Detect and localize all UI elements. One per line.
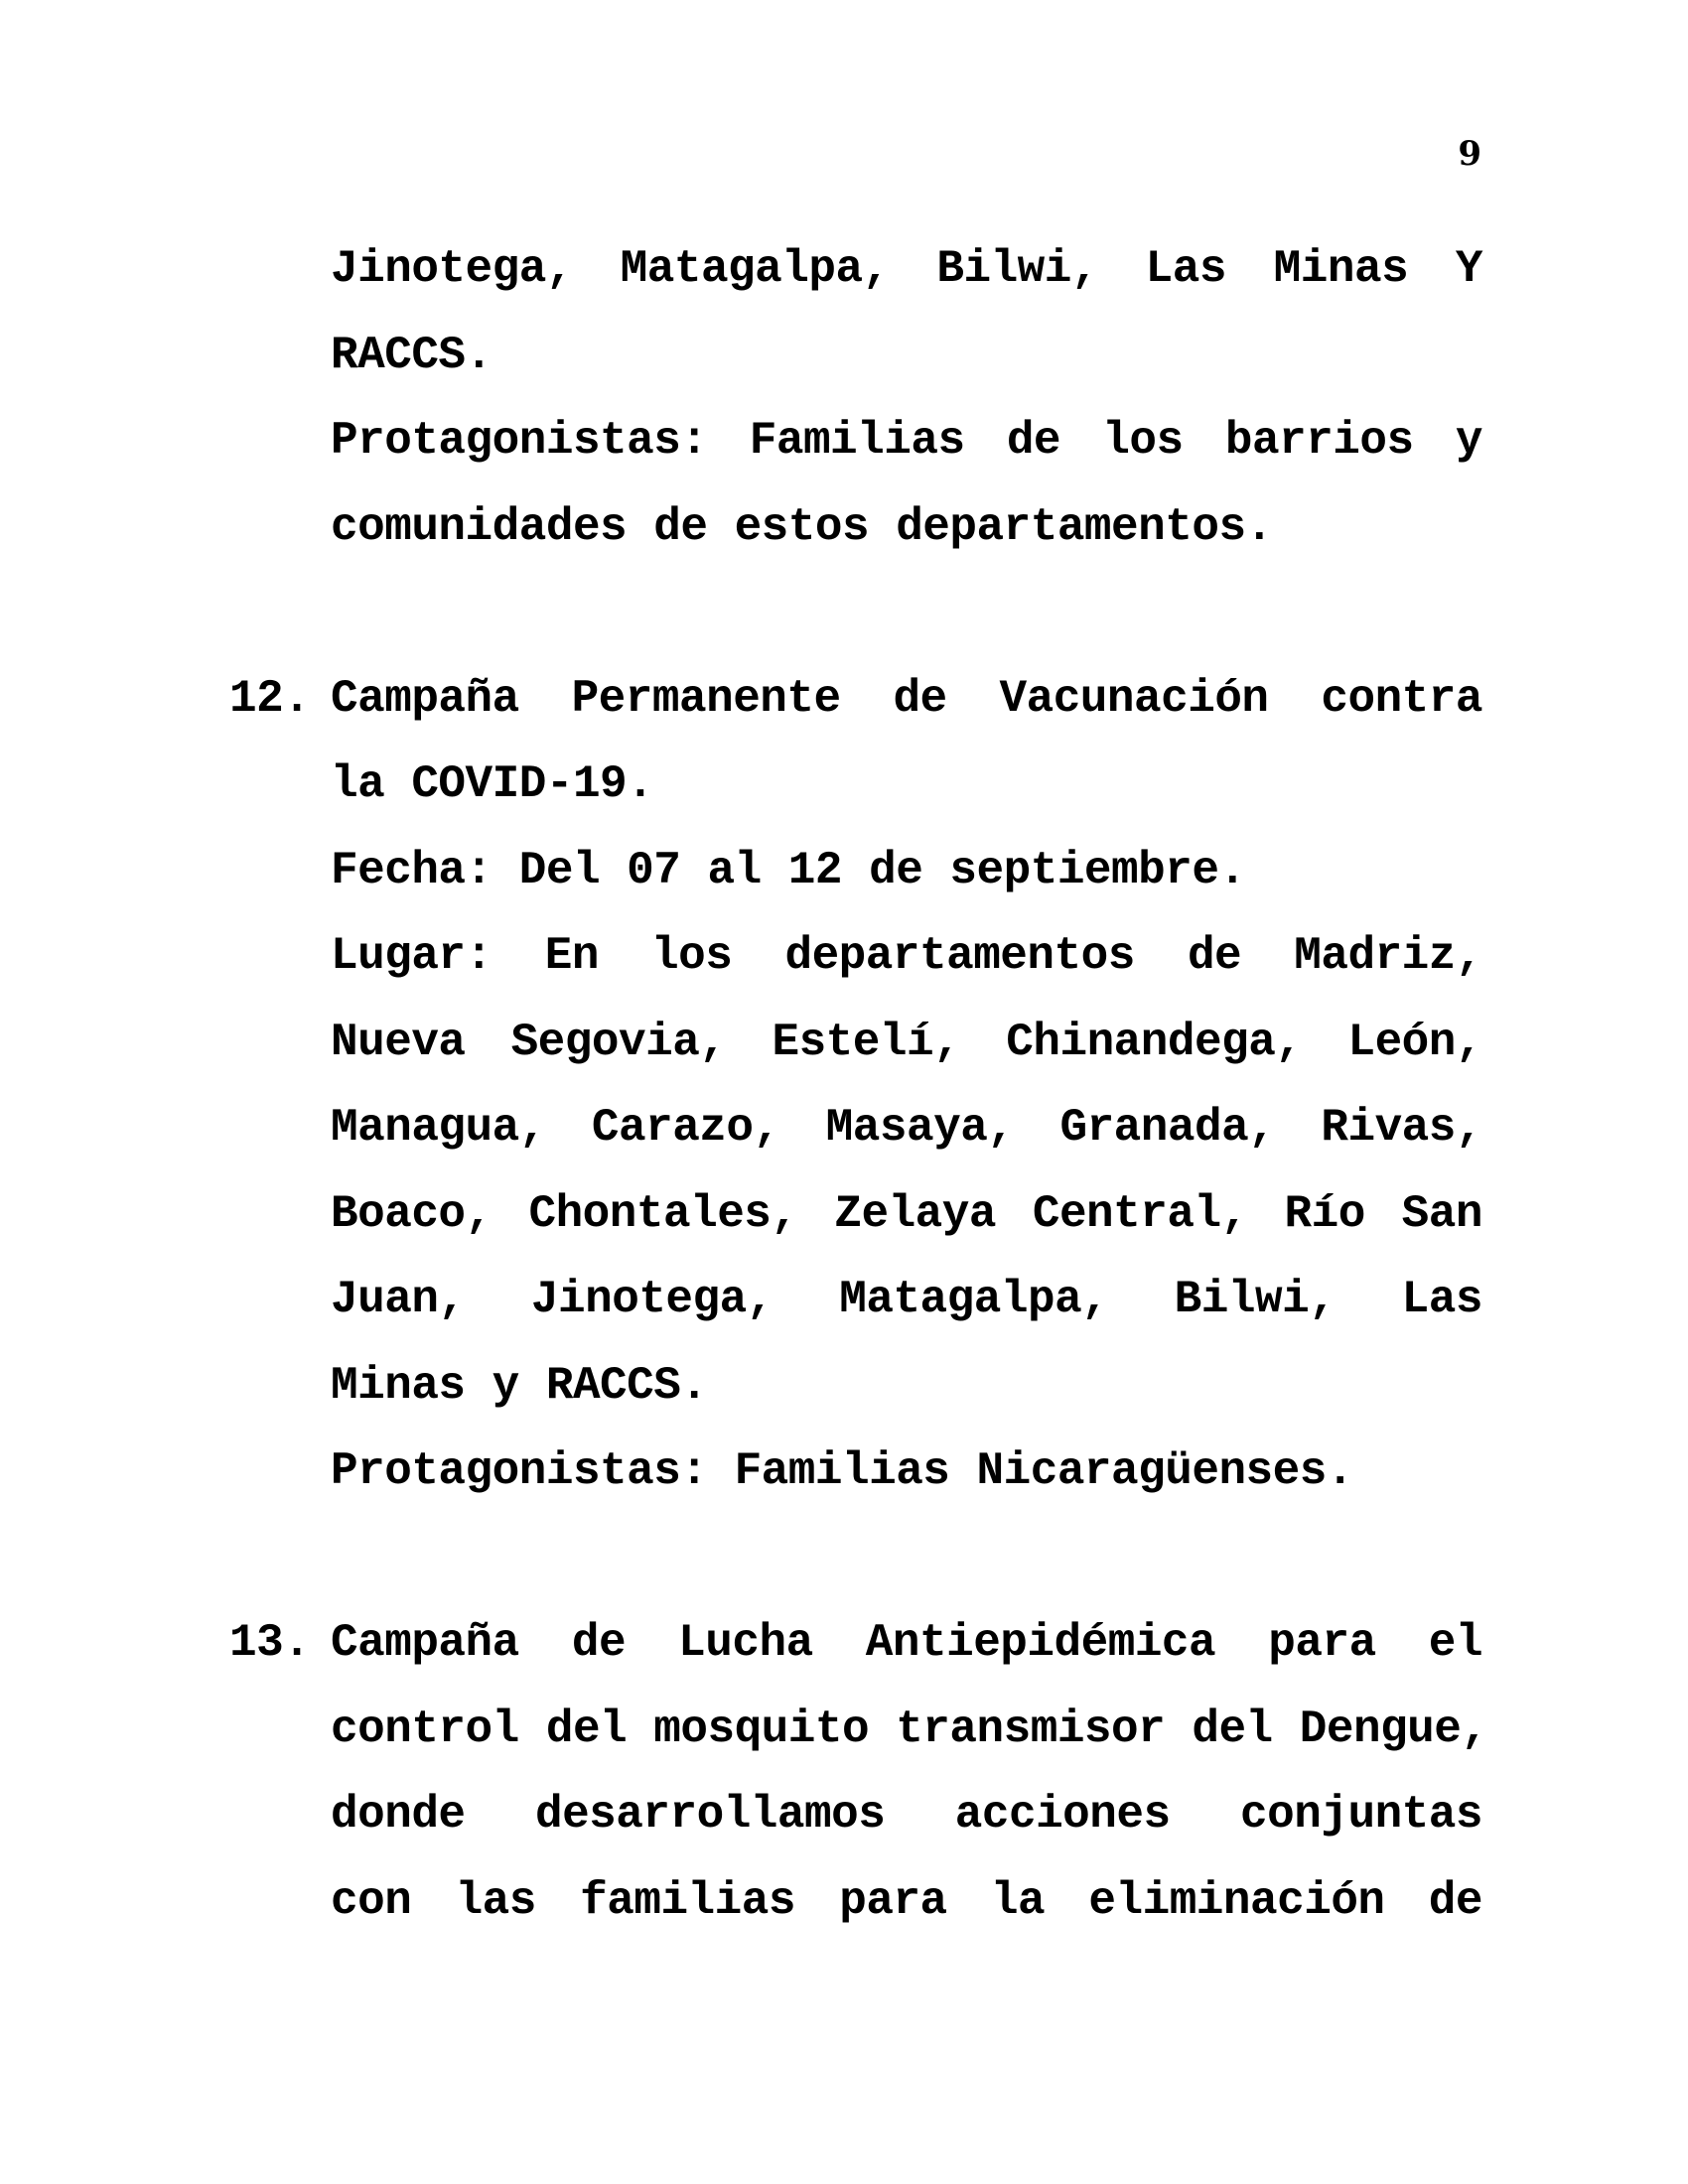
item-place-line: Juan, Jinotega, Matagalpa, Bilwi, Las (331, 1274, 1482, 1325)
item-date: Fecha: Del 07 al 12 de septiembre. (331, 844, 1246, 896)
item-place-line: Minas y RACCS. (331, 1359, 708, 1412)
document-body (229, 226, 1488, 1944)
page-number: 9 (1458, 134, 1481, 174)
item-title-line: donde desarrollamos acciones conjuntas (331, 1789, 1482, 1841)
list-item-13 (229, 1600, 1488, 1944)
text-line: RACCS. (331, 329, 492, 381)
item-title-line: con las familias para la eliminación de (331, 1874, 1482, 1927)
text-line: Protagonistas: Familias de los barrios y (331, 415, 1482, 467)
item-title-line: control del mosquito transmisor del Dengue, (331, 1703, 1488, 1755)
item-title-line: Campaña Permanente de Vacunación contra (331, 672, 1482, 725)
item-place-line: Managua, Carazo, Masaya, Granada, Rivas, (331, 1102, 1482, 1154)
item-title-line: la COVID-19. (331, 758, 654, 810)
text-line: comunidades de estos departamentos. (331, 500, 1273, 553)
item-number: 13. (229, 1617, 311, 1669)
item-place-line: Boaco, Chontales, Zelaya Central, Río San (331, 1187, 1482, 1240)
item-number: 12. (229, 672, 311, 725)
item-place-line: Lugar: En los departamentos de Madriz, (331, 930, 1482, 982)
item-protagonists: Protagonistas: Familias Nicaragüenses. (331, 1445, 1353, 1497)
text-line: Jinotega, Matagalpa, Bilwi, Las Minas Y (331, 243, 1482, 295)
list-item-12 (229, 656, 1482, 1515)
item-place-line: Nueva Segovia, Estelí, Chinandega, León, (331, 1016, 1482, 1068)
item-title-line: Campaña de Lucha Antiepidémica para el (331, 1617, 1482, 1669)
continuation-paragraph (331, 226, 1482, 570)
